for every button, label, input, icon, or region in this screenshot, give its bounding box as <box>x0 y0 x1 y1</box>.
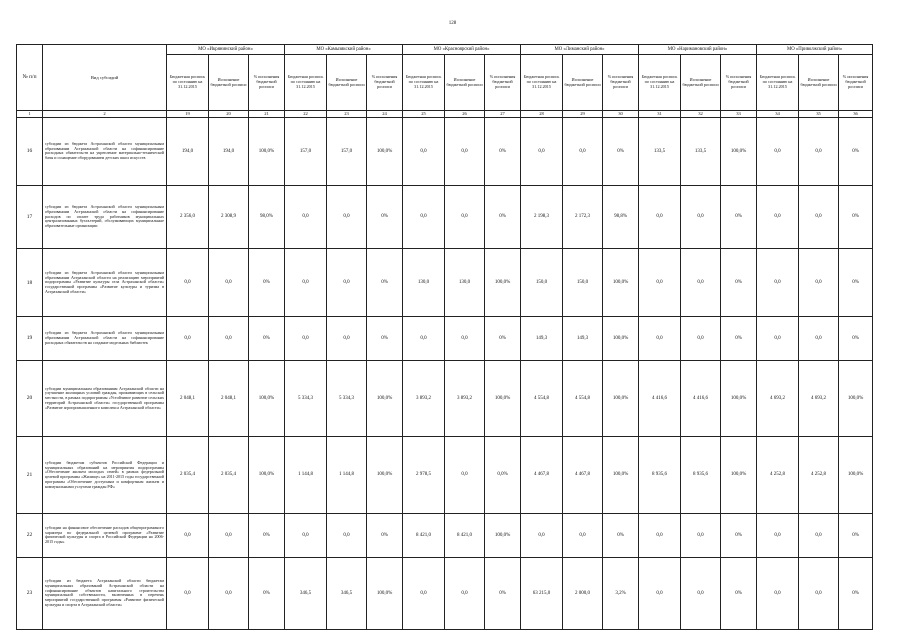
column-index: 23 <box>327 111 367 118</box>
value-cell: 0,0 <box>327 185 367 248</box>
value-cell: 100,0% <box>367 360 403 437</box>
value-cell: 2 356,0 <box>167 185 209 248</box>
value-cell: 157,0 <box>327 118 367 186</box>
value-cell: 100,0% <box>721 118 757 186</box>
value-cell: 194,0 <box>167 118 209 186</box>
value-cell: 0% <box>485 118 521 186</box>
subsidy-description: субсидии из бюджета Астраханской области бюджетам муниципальных образований Астраханской области на софинансирование объектов капитального строительства муниципальной собственности, включенных в перечень мероприятий государственной программы «Развитие физической культуры и спорта в Астраханской области» <box>43 557 167 629</box>
value-cell: 4 693,2 <box>757 360 799 437</box>
column-index: 28 <box>521 111 563 118</box>
value-cell: 0,0 <box>639 185 681 248</box>
value-cell: 0,0 <box>327 514 367 558</box>
value-cell: 0,0% <box>485 437 521 514</box>
value-cell: 0,0 <box>799 185 839 248</box>
value-cell: 100,0% <box>249 360 285 437</box>
table-row <box>17 557 873 629</box>
value-cell: 3,2% <box>603 557 639 629</box>
subcolumn-header: % исполнения бюджетной росписи <box>249 55 285 111</box>
value-cell: 0,0 <box>521 118 563 186</box>
value-cell: 0,0 <box>403 185 445 248</box>
column-index: 30 <box>603 111 639 118</box>
value-cell: 8 935,6 <box>639 437 681 514</box>
subcolumn-header: Бюджетная роспись по состоянию на 31.12.2015 <box>757 55 799 111</box>
value-cell: 0,0 <box>445 118 485 186</box>
value-cell: 194,0 <box>209 118 249 186</box>
value-cell: 0,0 <box>209 249 249 317</box>
table-row <box>17 360 873 437</box>
value-cell: 0,0 <box>681 317 721 361</box>
value-cell: 100,0% <box>367 437 403 514</box>
subcolumn-header: Исполнение бюджетной росписи <box>209 55 249 111</box>
municipality-header: МО «Наримановский район» <box>639 45 757 55</box>
subsidy-description: субсидии из бюджета Астраханской области муниципальным образованиям Астраханской области на софинансирование расходных обязательств на создание модельных библиотек <box>43 317 167 361</box>
value-cell: 100,0% <box>721 360 757 437</box>
value-cell: 4 693,2 <box>799 360 839 437</box>
value-cell: 0% <box>249 249 285 317</box>
value-cell: 0,0 <box>757 185 799 248</box>
value-cell: 100,0% <box>839 437 873 514</box>
municipality-header: МО «Лиманский район» <box>521 45 639 55</box>
value-cell: 2 035,4 <box>167 437 209 514</box>
value-cell: 0,0 <box>799 514 839 558</box>
value-cell: 0% <box>721 317 757 361</box>
value-cell: 100,0% <box>249 118 285 186</box>
value-cell: 0,0 <box>639 514 681 558</box>
value-cell: 0,0 <box>799 249 839 317</box>
value-cell: 4 467,8 <box>521 437 563 514</box>
value-cell: 100,0% <box>839 360 873 437</box>
value-cell: 100,0% <box>485 249 521 317</box>
table-row <box>17 514 873 558</box>
value-cell: 0,0 <box>167 514 209 558</box>
value-cell: 150,0 <box>563 249 603 317</box>
value-cell: 149,3 <box>563 317 603 361</box>
value-cell: 2 198,3 <box>521 185 563 248</box>
value-cell: 0,0 <box>403 317 445 361</box>
value-cell: 8 421,0 <box>445 514 485 558</box>
value-cell: 100,0% <box>603 249 639 317</box>
value-cell: 0,0 <box>167 317 209 361</box>
row-number: 16 <box>17 118 43 186</box>
value-cell: 98,0% <box>249 185 285 248</box>
column-index: 36 <box>839 111 873 118</box>
value-cell: 0% <box>367 317 403 361</box>
column-index: 19 <box>167 111 209 118</box>
value-cell: 130,0 <box>403 249 445 317</box>
value-cell: 0,0 <box>757 514 799 558</box>
value-cell: 1 144,8 <box>327 437 367 514</box>
budget-table <box>16 44 873 630</box>
subsidy-description: субсидии муниципальным образованиям Астраханской области на улучшение жилищных условий граждан, проживающих в сельской местности, в рамках подпрограммы «Устойчивое развитие сельских территорий Астраханской области» государственной программы «Развитие агропромышленного комплекса Астраханской области» <box>43 360 167 437</box>
value-cell: 0,0 <box>757 557 799 629</box>
subsidy-description: субсидии из бюджета Астраханской области муниципальным образованиям Астраханской области на софинансирование расходных обязательств на укрепление материально-технической базы и оснащение оборудованием детских школ искусств <box>43 118 167 186</box>
value-cell: 0,0 <box>403 557 445 629</box>
value-cell: 2 000,0 <box>563 557 603 629</box>
value-cell: 2 978,5 <box>403 437 445 514</box>
value-cell: 2 172,3 <box>563 185 603 248</box>
page-number: 128 <box>448 21 457 26</box>
column-index: 27 <box>485 111 521 118</box>
column-index: 32 <box>681 111 721 118</box>
value-cell: 0% <box>603 118 639 186</box>
value-cell: 0% <box>721 514 757 558</box>
value-cell: 2 035,4 <box>209 437 249 514</box>
value-cell: 98,8% <box>603 185 639 248</box>
value-cell: 100,0% <box>485 514 521 558</box>
value-cell: 100,0% <box>485 360 521 437</box>
subcolumn-header: Исполнение бюджетной росписи <box>681 55 721 111</box>
subcolumn-header: Бюджетная роспись по состоянию на 31.12.2015 <box>403 55 445 111</box>
column-index: 34 <box>757 111 799 118</box>
table-row <box>17 185 873 248</box>
subcolumn-header: Исполнение бюджетной росписи <box>327 55 367 111</box>
value-cell: 150,0 <box>521 249 563 317</box>
column-index: 21 <box>249 111 285 118</box>
value-cell: 130,0 <box>445 249 485 317</box>
row-number: 17 <box>17 185 43 248</box>
value-cell: 4 416,6 <box>639 360 681 437</box>
value-cell: 4 252,8 <box>757 437 799 514</box>
value-cell: 100,0% <box>249 437 285 514</box>
value-cell: 100,0% <box>367 557 403 629</box>
subsidy-type-header: Вид субсидий <box>43 45 167 111</box>
value-cell: 0,0 <box>209 514 249 558</box>
column-index: 24 <box>367 111 403 118</box>
row-number: 21 <box>17 437 43 514</box>
value-cell: 0% <box>839 557 873 629</box>
value-cell: 0,0 <box>757 249 799 317</box>
value-cell: 149,3 <box>521 317 563 361</box>
column-index: 33 <box>721 111 757 118</box>
value-cell: 0,0 <box>757 118 799 186</box>
value-cell: 63 215,0 <box>521 557 563 629</box>
value-cell: 0,0 <box>445 185 485 248</box>
subcolumn-header: % исполнения бюджетной росписи <box>721 55 757 111</box>
row-number: 20 <box>17 360 43 437</box>
value-cell: 5 334,3 <box>285 360 327 437</box>
municipality-header: МО «Камызякский район» <box>285 45 403 55</box>
row-number: 18 <box>17 249 43 317</box>
value-cell: 8 935,6 <box>681 437 721 514</box>
value-cell: 0,0 <box>563 118 603 186</box>
value-cell: 0,0 <box>799 557 839 629</box>
value-cell: 0,0 <box>639 317 681 361</box>
value-cell: 100,0% <box>721 437 757 514</box>
row-number: 23 <box>17 557 43 629</box>
value-cell: 100,0% <box>603 360 639 437</box>
value-cell: 0,0 <box>799 317 839 361</box>
value-cell: 157,0 <box>285 118 327 186</box>
subcolumn-header: Исполнение бюджетной росписи <box>799 55 839 111</box>
value-cell: 0% <box>839 317 873 361</box>
value-cell: 4 467,8 <box>563 437 603 514</box>
subcolumn-header: % исполнения бюджетной росписи <box>485 55 521 111</box>
value-cell: 0,0 <box>757 317 799 361</box>
value-cell: 0% <box>839 514 873 558</box>
value-cell: 0,0 <box>681 557 721 629</box>
value-cell: 0,0 <box>681 249 721 317</box>
value-cell: 0% <box>249 557 285 629</box>
column-index: 31 <box>639 111 681 118</box>
table-row <box>17 118 873 186</box>
subcolumn-header: % исполнения бюджетной росписи <box>603 55 639 111</box>
column-index: 29 <box>563 111 603 118</box>
subcolumn-header: Бюджетная роспись по состоянию на 31.12.2015 <box>521 55 563 111</box>
header-row-municipalities <box>17 45 873 55</box>
value-cell: 0% <box>485 317 521 361</box>
column-index: 25 <box>403 111 445 118</box>
value-cell: 0,0 <box>445 557 485 629</box>
subcolumn-header: Исполнение бюджетной росписи <box>445 55 485 111</box>
value-cell: 4 554,8 <box>521 360 563 437</box>
value-cell: 0,0 <box>209 557 249 629</box>
value-cell: 0,0 <box>285 249 327 317</box>
value-cell: 2 048,1 <box>167 360 209 437</box>
subcolumn-header: % исполнения бюджетной росписи <box>839 55 873 111</box>
value-cell: 0% <box>721 249 757 317</box>
value-cell: 4 252,8 <box>799 437 839 514</box>
value-cell: 133,5 <box>681 118 721 186</box>
municipality-header: МО «Приволжский район» <box>757 45 873 55</box>
value-cell: 0% <box>839 118 873 186</box>
column-index-row <box>17 111 873 118</box>
value-cell: 0% <box>249 317 285 361</box>
value-cell: 0% <box>603 514 639 558</box>
value-cell: 1 144,8 <box>285 437 327 514</box>
value-cell: 3 893,2 <box>403 360 445 437</box>
value-cell: 0% <box>367 185 403 248</box>
subcolumn-header: % исполнения бюджетной росписи <box>367 55 403 111</box>
column-index: 35 <box>799 111 839 118</box>
value-cell: 0% <box>367 249 403 317</box>
value-cell: 4 554,8 <box>563 360 603 437</box>
value-cell: 0% <box>721 185 757 248</box>
row-num-header: № п/п <box>17 45 43 111</box>
value-cell: 0,0 <box>167 557 209 629</box>
value-cell: 0% <box>249 514 285 558</box>
table-row <box>17 437 873 514</box>
column-index: 20 <box>209 111 249 118</box>
subsidy-description: субсидии на финансовое обеспечение расходов общепрограммного характера по федеральной целевой программе «Развитие физической культуры и спорта в Российской Федерации на 2006-2015 годы» <box>43 514 167 558</box>
value-cell: 100,0% <box>603 317 639 361</box>
value-cell: 0,0 <box>445 437 485 514</box>
value-cell: 346,5 <box>285 557 327 629</box>
row-number: 19 <box>17 317 43 361</box>
value-cell: 0% <box>485 557 521 629</box>
value-cell: 0% <box>839 249 873 317</box>
value-cell: 0,0 <box>285 185 327 248</box>
value-cell: 0,0 <box>521 514 563 558</box>
value-cell: 8 421,0 <box>403 514 445 558</box>
subcolumn-header: Бюджетная роспись по состоянию на 31.12.2015 <box>285 55 327 111</box>
value-cell: 0,0 <box>327 317 367 361</box>
value-cell: 0,0 <box>639 557 681 629</box>
value-cell: 346,5 <box>327 557 367 629</box>
value-cell: 0,0 <box>563 514 603 558</box>
value-cell: 0,0 <box>799 118 839 186</box>
value-cell: 0,0 <box>327 249 367 317</box>
table-row <box>17 249 873 317</box>
value-cell: 0,0 <box>209 317 249 361</box>
value-cell: 0% <box>485 185 521 248</box>
subcolumn-header: Бюджетная роспись по состоянию на 31.12.2015 <box>167 55 209 111</box>
value-cell: 0,0 <box>403 118 445 186</box>
column-index: 2 <box>43 111 167 118</box>
table-body <box>17 118 873 630</box>
municipality-header: МО «Икрянинский район» <box>167 45 285 55</box>
value-cell: 0,0 <box>285 514 327 558</box>
subsidy-description: субсидии из бюджета Астраханской области муниципальным образованиям Астраханской области на софинансирование расходов по оплате труда работников муниципальных централизованных бухгалтерий, обслуживающих муниципальные образовательные организации <box>43 185 167 248</box>
subcolumn-header: Исполнение бюджетной росписи <box>563 55 603 111</box>
column-index: 26 <box>445 111 485 118</box>
value-cell: 5 334,3 <box>327 360 367 437</box>
subsidy-description: субсидии из бюджета Астраханской области муниципальным образованиям Астраханской области на реализацию мероприятий подпрограммы «Развитие культуры села Астраханской области» государственной программы «Развитие культуры и туризма в Астраханской области» <box>43 249 167 317</box>
table-row <box>17 317 873 361</box>
value-cell: 2 048,1 <box>209 360 249 437</box>
value-cell: 0,0 <box>445 317 485 361</box>
value-cell: 0% <box>721 557 757 629</box>
value-cell: 0,0 <box>167 249 209 317</box>
value-cell: 2 308,9 <box>209 185 249 248</box>
row-number: 22 <box>17 514 43 558</box>
value-cell: 100,0% <box>603 437 639 514</box>
value-cell: 0,0 <box>285 317 327 361</box>
value-cell: 0% <box>367 514 403 558</box>
municipality-header: МО «Красноярский район» <box>403 45 521 55</box>
value-cell: 0% <box>839 185 873 248</box>
value-cell: 133,5 <box>639 118 681 186</box>
column-index: 1 <box>17 111 43 118</box>
value-cell: 0,0 <box>681 185 721 248</box>
column-index: 22 <box>285 111 327 118</box>
subcolumn-header: Бюджетная роспись по состоянию на 31.12.2015 <box>639 55 681 111</box>
subsidy-description: субсидии бюджетам субъектов Российской Федерации и муниципальных образований на мероприятия подпрограммы «Обеспечение жильем молодых семей» в рамках федеральной целевой программы «Жилище» на 2011-2015 годы государственной программы «Обеспечение доступным и комфортным жильем и коммунальными услугами граждан РФ» <box>43 437 167 514</box>
value-cell: 4 416,6 <box>681 360 721 437</box>
value-cell: 3 893,2 <box>445 360 485 437</box>
value-cell: 0,0 <box>639 249 681 317</box>
value-cell: 0,0 <box>681 514 721 558</box>
value-cell: 100,0% <box>367 118 403 186</box>
